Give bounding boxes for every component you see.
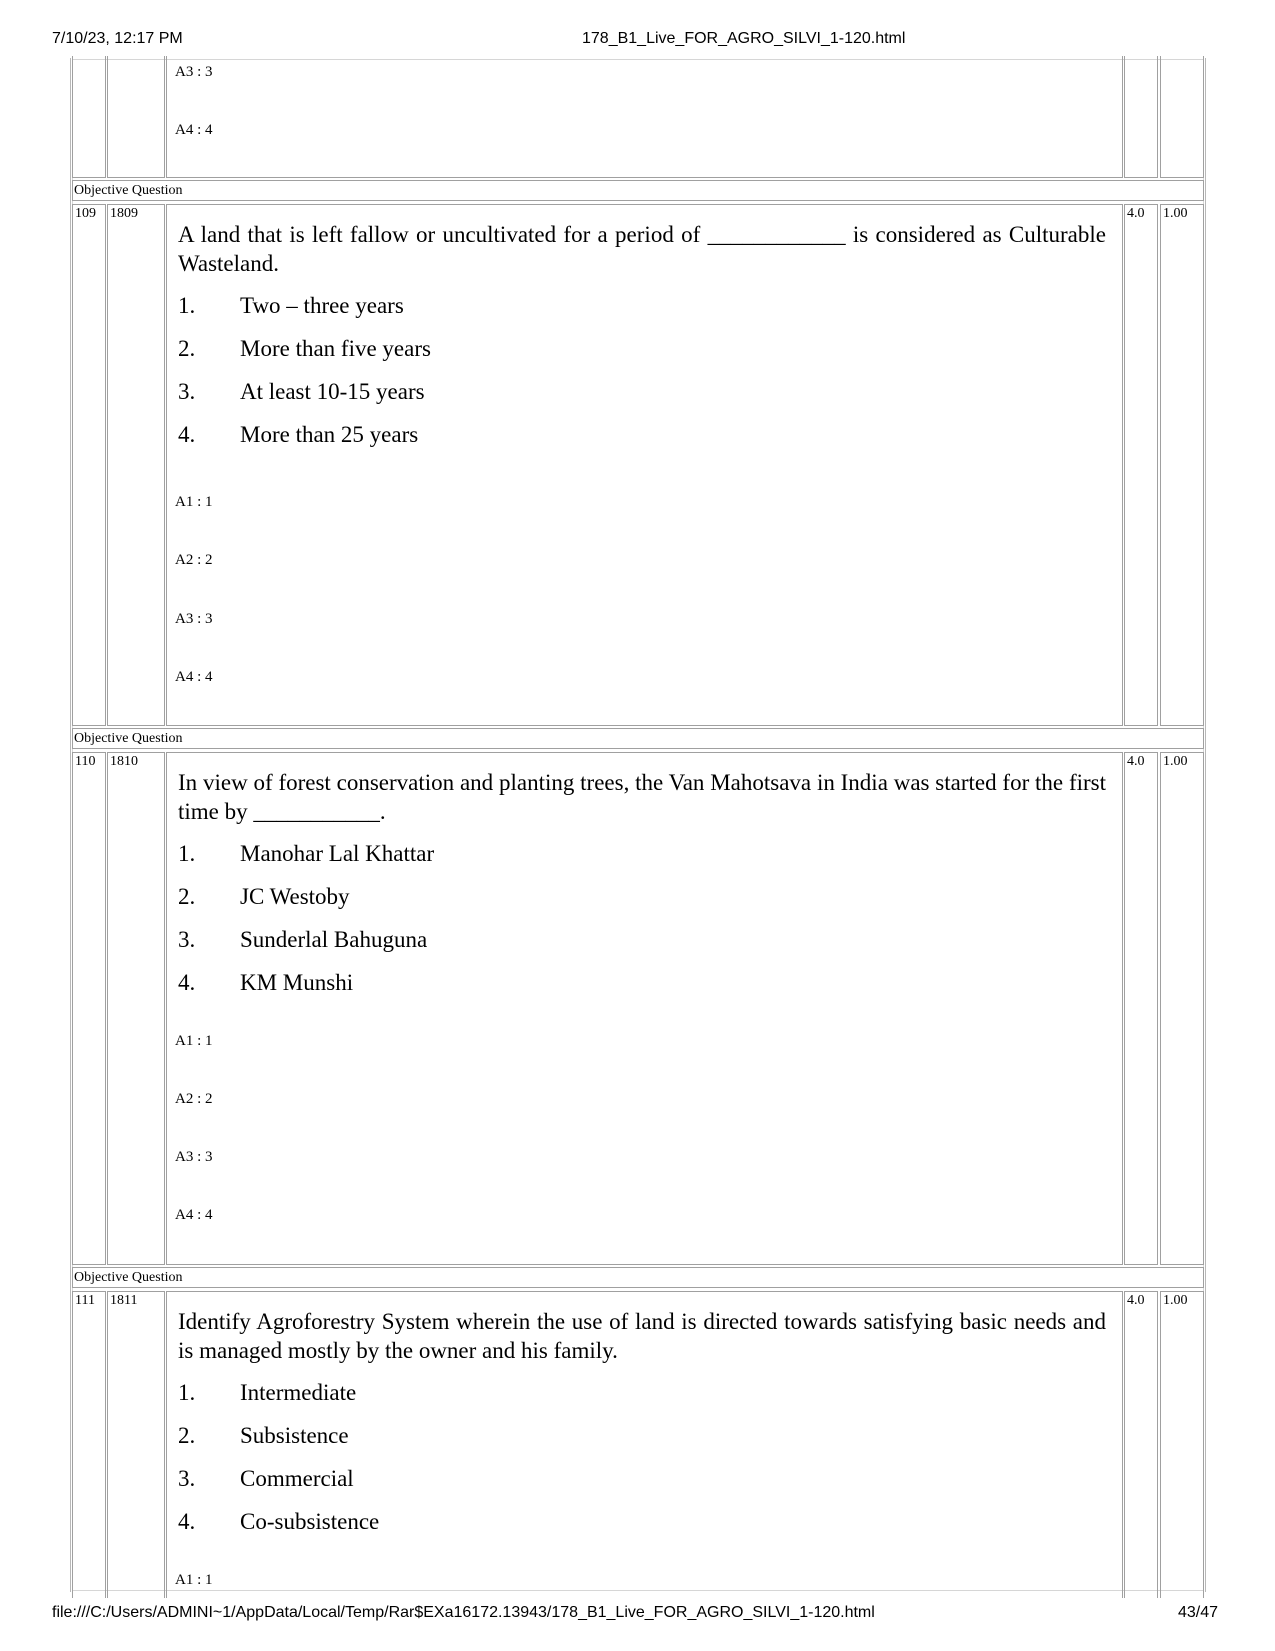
negative-marks-cell <box>1160 1291 1204 1601</box>
option-number: 1. <box>178 293 196 318</box>
marks-cell <box>1124 204 1158 726</box>
option-text: Manohar Lal Khattar <box>240 841 435 866</box>
page-number: 43/47 <box>1178 1604 1219 1621</box>
option-text: JC Westoby <box>240 884 350 909</box>
option-text: Commercial <box>240 1466 354 1491</box>
question-text: In view of forest conservation and planting trees, the Van Mahotsava in India was started for the first time by ___________. <box>178 770 1106 824</box>
question-serial: 111 <box>75 1293 95 1308</box>
file-path-link: file:///C:/Users/ADMINI~1/AppData/Local/Temp/Rar$EXa16172.13943/178_B1_Live_FOR_AGRO_SILVI_1-120.html <box>52 1604 875 1621</box>
question-text: Identify Agroforestry System wherein the use of land is directed towards satisfying basic needs and is managed mostly by the owner and his family. <box>178 1309 1106 1363</box>
option-text: More than five years <box>240 336 431 361</box>
document-title: 178_B1_Live_FOR_AGRO_SILVI_1-120.html <box>582 30 906 47</box>
qid-cell <box>107 204 165 726</box>
question-text: A land that is left fallow or uncultivated for a period of ____________ is considered as Culturable Wasteland. <box>178 222 1106 276</box>
answer-label: A1 : 1 <box>175 1033 213 1049</box>
option-text: KM Munshi <box>240 970 354 995</box>
option-text: Two – three years <box>240 293 404 318</box>
question-marks: 4.0 <box>1127 754 1145 769</box>
answer-label: A4 : 4 <box>175 1207 213 1223</box>
fragment-negative-cell <box>1160 56 1204 178</box>
option-number: 2. <box>178 336 196 361</box>
answer-label: A4 : 4 <box>175 122 213 138</box>
marks-cell <box>1124 1291 1158 1601</box>
option-text: Intermediate <box>240 1380 357 1405</box>
option-number: 3. <box>178 927 196 952</box>
answer-label: A4 : 4 <box>175 669 213 685</box>
option-number: 1. <box>178 841 196 866</box>
section-label: Objective Question <box>74 183 183 198</box>
answer-label: A1 : 1 <box>175 1572 213 1588</box>
option-text: Subsistence <box>240 1423 349 1448</box>
answer-label: A3 : 3 <box>175 611 213 627</box>
option-number: 3. <box>178 379 196 404</box>
question-negative-marks: 1.00 <box>1163 1293 1188 1308</box>
question-id: 1809 <box>110 206 138 221</box>
question-content-cell <box>166 752 1123 1265</box>
fragment-content-cell <box>166 56 1123 178</box>
option-number: 3. <box>178 1466 196 1491</box>
serial-cell <box>72 1291 106 1601</box>
section-label-row <box>72 180 1204 201</box>
option-number: 4. <box>178 422 196 447</box>
option-text: At least 10-15 years <box>240 379 425 404</box>
fragment-qid-cell <box>107 56 165 178</box>
qid-cell <box>107 752 165 1265</box>
option-text: Co-subsistence <box>240 1509 380 1534</box>
negative-marks-cell <box>1160 752 1204 1265</box>
answer-label: A3 : 3 <box>175 64 213 80</box>
option-text: Sunderlal Bahuguna <box>240 927 428 952</box>
section-label-row <box>72 1267 1204 1288</box>
option-number: 1. <box>178 1380 196 1405</box>
answer-label: A3 : 3 <box>175 1149 213 1165</box>
option-number: 2. <box>178 884 196 909</box>
question-serial: 110 <box>75 754 96 769</box>
print-datetime: 7/10/23, 12:17 PM <box>52 30 183 47</box>
option-number: 4. <box>178 970 196 995</box>
option-number: 2. <box>178 1423 196 1448</box>
option-text: More than 25 years <box>240 422 419 447</box>
section-label: Objective Question <box>74 1270 183 1285</box>
serial-cell <box>72 204 106 726</box>
fragment-marks-cell <box>1124 56 1158 178</box>
question-id: 1811 <box>110 1293 138 1308</box>
negative-marks-cell <box>1160 204 1204 726</box>
fragment-serial-cell <box>72 56 106 178</box>
question-marks: 4.0 <box>1127 206 1145 221</box>
question-negative-marks: 1.00 <box>1163 754 1188 769</box>
question-serial: 109 <box>75 206 96 221</box>
answer-label: A2 : 2 <box>175 552 213 568</box>
section-label: Objective Question <box>74 731 183 746</box>
marks-cell <box>1124 752 1158 1265</box>
question-marks: 4.0 <box>1127 1293 1145 1308</box>
answer-label: A2 : 2 <box>175 1091 213 1107</box>
question-id: 1810 <box>110 754 138 769</box>
qid-cell <box>107 1291 165 1601</box>
question-negative-marks: 1.00 <box>1163 206 1188 221</box>
question-content-cell <box>166 204 1123 726</box>
option-number: 4. <box>178 1509 196 1534</box>
answer-label: A1 : 1 <box>175 494 213 510</box>
serial-cell <box>72 752 106 1265</box>
section-label-row <box>72 728 1204 749</box>
